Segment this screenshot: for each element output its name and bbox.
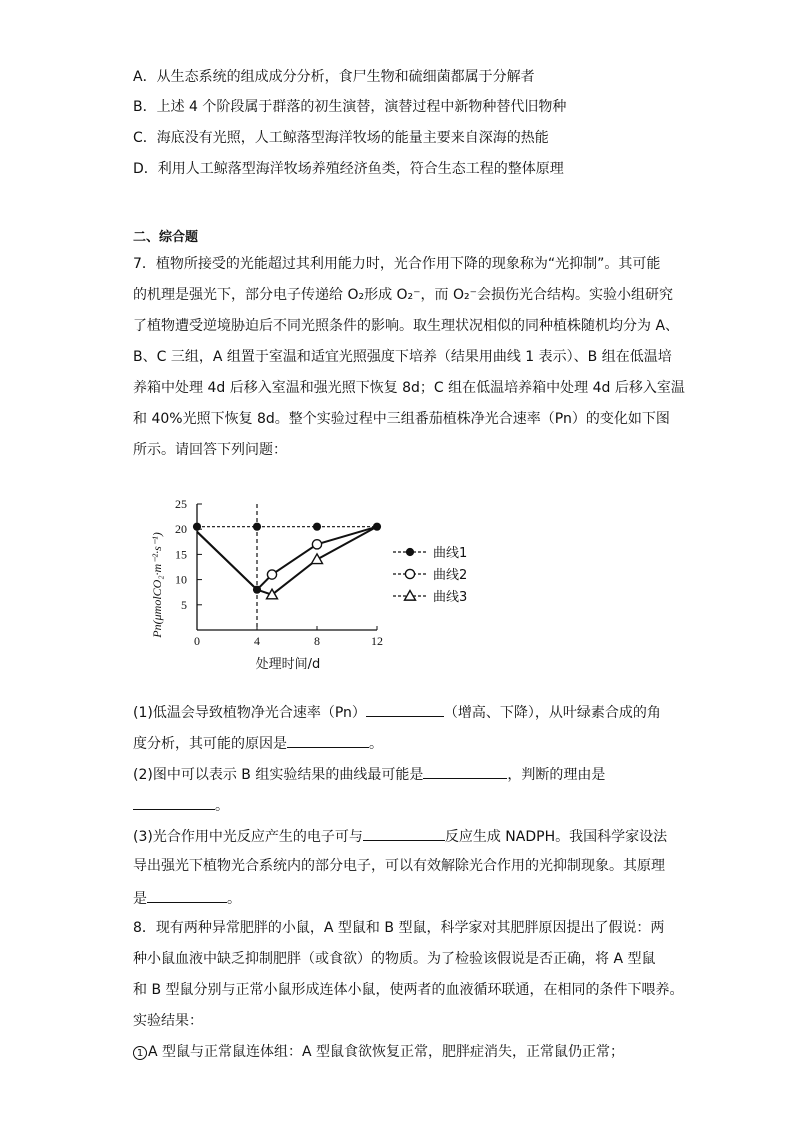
- x-axis-label: 处理时间/d: [255, 657, 321, 672]
- option-d: D．利用人工鲸落型海洋牧场养殖经济鱼类，符合生态工程的整体原理: [133, 161, 564, 177]
- q7-sub3-line2: 导出强光下植物光合系统内的部分电子，可以有效解除光合作用的光抑制现象。其原理: [133, 858, 665, 874]
- legend-label: 曲线2: [433, 568, 468, 583]
- q8-line: 种小鼠血液中缺乏抑制肥胖（或食欲）的物质。为了检验该假说是否正确，将 A 型鼠: [133, 951, 656, 967]
- q7-line: 和 40%光照下恢复 8d。整个实验过程中三组番茄植株净光合速率（Pn）的变化如下图: [133, 411, 670, 427]
- q7-sub2-line2: [133, 795, 229, 815]
- x-tick-label: 8: [314, 634, 320, 648]
- answer-blank[interactable]: [147, 888, 227, 903]
- q7-line: 了植物遭受逆境胁迫后不同光照条件的影响。取生理状况相似的同种植株随机均分为 A、: [133, 318, 680, 334]
- answer-blank[interactable]: [133, 795, 215, 810]
- section-title: 二、综合题: [133, 230, 199, 245]
- q7-line: 的机理是强光下，部分电子传递给 O₂形成 O₂⁻，而 O₂⁻会损伤光合结构。实验小组研究: [133, 287, 674, 303]
- y-tick-label: 20: [175, 522, 187, 537]
- q7-sub3-text: 反应生成 NADPH。我国科学家设法: [444, 829, 668, 845]
- q7-sub1-text: (1)低温会导致植物净光合速率（Pn）: [133, 705, 366, 721]
- y-tick-label: 10: [175, 572, 187, 587]
- circled-number: 1: [133, 1046, 147, 1060]
- q8-result1-text: A 型鼠与正常鼠连体组：A 型鼠食欲恢复正常，肥胖症消失，正常鼠仍正常；: [148, 1044, 625, 1060]
- y-tick-label: 25: [175, 497, 187, 511]
- q7-sub1-line1: [133, 702, 661, 722]
- legend-label: 曲线3: [433, 590, 468, 605]
- q8-line: 实验结果：: [133, 1013, 203, 1029]
- data-point-filled-circle: [406, 548, 413, 555]
- x-tick-label: 0: [194, 634, 200, 648]
- data-point-open-circle: [405, 569, 414, 578]
- answer-blank[interactable]: [423, 764, 507, 779]
- q7-sub2-text: ，判断的理由是: [507, 767, 606, 783]
- data-point-open-triangle: [405, 591, 416, 601]
- data-point-filled-circle: [253, 586, 260, 593]
- q7-sub3-text: (3)光合作用中光反应产生的电子可与: [133, 829, 363, 845]
- pn-line-chart: [145, 490, 505, 680]
- q7-line: 7．植物所接受的光能超过其利用能力时，光合作用下降的现象称为“光抑制”。其可能: [133, 256, 661, 272]
- answer-blank[interactable]: [287, 733, 369, 748]
- q7-sub2-text: (2)图中可以表示 B 组实验结果的曲线最可能是: [133, 767, 424, 783]
- q7-line: B、C 三组，A 组置于室温和适宜光照强度下培养（结果用曲线 1 表示）、B 组在低温培: [133, 349, 672, 365]
- q7-sub1-text: 度分析，其可能的原因是: [133, 736, 287, 752]
- q7-sub2-line1: [133, 764, 605, 784]
- q7-line: 所示。请回答下列问题：: [133, 442, 287, 458]
- data-point-open-circle: [312, 540, 321, 549]
- q7-sub3-line1: [133, 826, 667, 846]
- q7-sub1-line2: [133, 733, 383, 753]
- q7-sub3-text: 。: [227, 891, 241, 907]
- legend-label: 曲线1: [433, 546, 468, 561]
- y-tick-label: 5: [181, 597, 187, 612]
- q7-sub3-text: 是: [133, 891, 147, 907]
- option-b: B．上述 4 个阶段属于群落的初生演替，演替过程中新物种替代旧物种: [133, 99, 567, 115]
- q8-result1: [133, 1043, 624, 1061]
- series-line-3: [197, 527, 377, 595]
- data-point-filled-circle: [193, 523, 200, 530]
- x-tick-label: 4: [254, 634, 260, 648]
- data-point-filled-circle: [253, 523, 260, 530]
- answer-blank[interactable]: [363, 826, 445, 841]
- q7-sub3-line3: [133, 888, 241, 908]
- q8-line: 8．现有两种异常肥胖的小鼠，A 型鼠和 B 型鼠，科学家对其肥胖原因提出了假说：两: [133, 920, 665, 936]
- q8-line: 和 B 型鼠分别与正常小鼠形成连体小鼠，使两者的血液循环联通，在相同的条件下喂养。: [133, 982, 684, 998]
- q7-sub1-text: 。: [369, 736, 383, 752]
- data-point-open-triangle: [312, 554, 323, 564]
- option-c: C．海底没有光照，人工鲸落型海洋牧场的能量主要来自深海的热能: [133, 130, 549, 146]
- data-point-filled-circle: [313, 523, 320, 530]
- q7-sub2-text: 。: [215, 798, 229, 814]
- q7-sub1-text: （增高、下降），从叶绿素合成的角: [443, 705, 661, 721]
- q7-line: 养箱中处理 4d 后移入室温和强光照下恢复 8d；C 组在低温培养箱中处理 4d 后移入室温: [133, 380, 685, 396]
- option-a: A．从生态系统的组成成分分析，食尸生物和硫细菌都属于分解者: [133, 69, 535, 85]
- y-tick-label: 15: [175, 547, 187, 562]
- answer-blank[interactable]: [366, 702, 444, 717]
- data-point-open-circle: [267, 570, 276, 579]
- y-axis-label: Pn(μmolCO₂·m⁻²·s⁻¹): [150, 532, 164, 638]
- x-tick-label: 12: [371, 634, 383, 648]
- data-point-filled-circle: [373, 523, 380, 530]
